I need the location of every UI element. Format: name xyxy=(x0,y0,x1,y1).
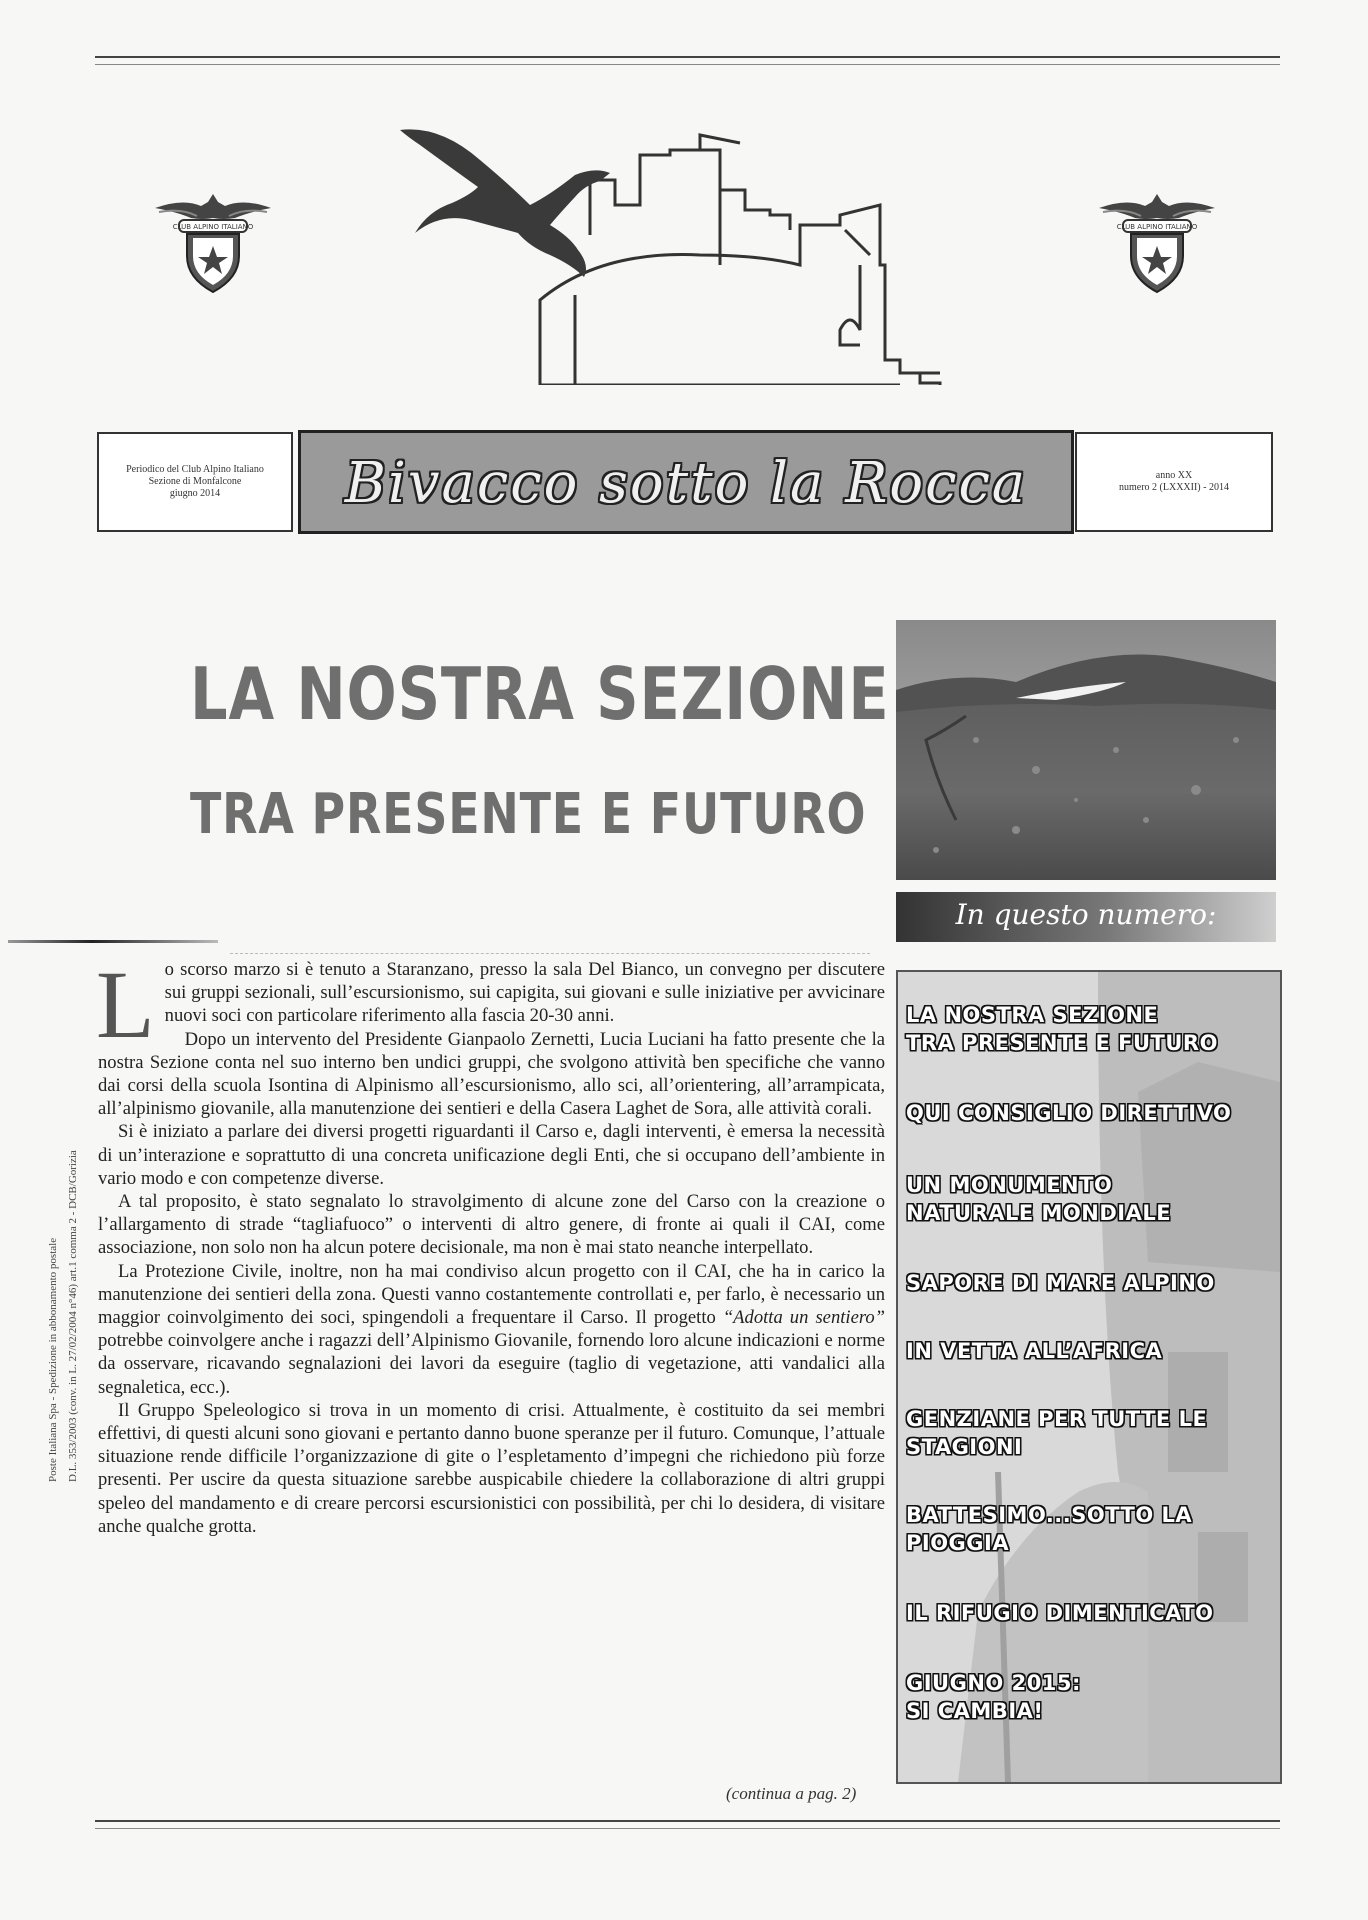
toc-item[interactable]: BATTESIMO...SOTTO LA xyxy=(906,1503,1193,1527)
svg-text:CLUB ALPINO ITALIANO: CLUB ALPINO ITALIANO xyxy=(1116,223,1198,231)
project-name: “Adotta un sentiero” xyxy=(722,1307,886,1329)
masthead xyxy=(298,430,1074,534)
article-paragraph xyxy=(96,951,885,1058)
postal-notice-line-2: D.L. 353/2003 (conv. in L. 27/02/2004 n°46) art.1 comma 2 - DCB/Gorizia xyxy=(67,1150,79,1482)
dashed-rule xyxy=(230,953,870,955)
article-paragraph: Il Gruppo Speleologico si trova in un momento di crisi. Attualmente, è costituito da sei membri effettivi, di questi alcuni sono giovani e pertanto danno buone speranze per il futuro. Comunque, l’attuale situazione rende difficile l’organizzazione di gite o l’espletamento d’impegni che richiedono più forze presenti. Per uscire da questa situazione sarebbe auspicabile chiedere la collaborazione di altri gruppi speleo del mandamento e di creare percorsi escursionistici con possibilità, per chi lo desidera, di visitare anche qualche grotta. xyxy=(98,1399,885,1537)
eagle-castle-logo xyxy=(400,115,1000,385)
paragraph-text: La Protezione Civile, inoltre, non ha mai condiviso alcun progetto con il CAI, che ha in carico la manutenzione dei sentieri della zona. Questi vanno costantemente controllati e, per farlo, è necessario un maggior coinvolgimento dei soci, spingendoli a frequentare il Carso. Il progetto xyxy=(98,1260,885,1329)
drop-cap: L xyxy=(96,951,155,1058)
mountain-photo xyxy=(896,620,1276,880)
postal-notice-line-1: Poste Italiana Spa - Spedizione in abbonamento postale xyxy=(47,1237,59,1482)
toc-item[interactable]: STAGIONI xyxy=(906,1435,1023,1459)
side-decor-rule xyxy=(8,940,218,943)
paragraph-text: potrebbe coinvolgere anche i ragazzi dell’Alpinismo Giovanile, fornendo loro alcune indicazioni e norme da osservare, ricavando segnalazioni dei lavori da eseguire (taglio di vegetazione, atti vandalici alla segnaletica, ecc.). xyxy=(98,1330,885,1398)
article-paragraph xyxy=(98,1260,885,1399)
toc-background-photo xyxy=(898,972,1280,1782)
in-this-issue-banner xyxy=(896,892,1276,942)
article-body xyxy=(96,951,886,1538)
toc-item[interactable]: SAPORE DI MARE ALPINO xyxy=(906,1271,1215,1295)
toc-item[interactable]: GENZIANE PER TUTTE LE xyxy=(906,1407,1208,1431)
toc-item[interactable]: UN MONUMENTO xyxy=(906,1173,1113,1197)
publisher-line: giugno 2014 xyxy=(169,488,221,499)
publisher-box xyxy=(97,432,293,532)
continued-link[interactable]: (continua a pag. 2) xyxy=(726,1784,857,1803)
table-of-contents xyxy=(896,970,1282,1784)
svg-text:CLUB ALPINO ITALIANO: CLUB ALPINO ITALIANO xyxy=(172,223,254,231)
toc-item[interactable]: QUI CONSIGLIO DIRETTIVO xyxy=(906,1101,1232,1125)
article-paragraph: Si è iniziato a parlare dei diversi progetti riguardanti il Carso e, dagli interventi, è emersa la necessità di un’interazione e soprattutto di una concreta unificazione degli Enti, che si occupano dell’ambiente in vario modo e con competenze diverse. xyxy=(98,1121,885,1189)
article-paragraph: Dopo un intervento del Presidente Gianpaolo Zernetti, Lucia Luciani ha fatto presente che la nostra Sezione conta nel suo interno ben undici gruppi, che svolgono attività ben specifiche che vanno dai corsi della scuola Isontina di Alpinismo all’escursionismo, allo sci, all’orientering, all’arrampicata, all’alpinismo giovanile, alla manutenzione dei sentieri e della Casera Laghet de Sora, alle attività corali. xyxy=(98,1028,885,1120)
article-paragraph: A tal proposito, è stato segnalato lo stravolgimento di alcune zone del Carso con la creazione o l’allargamento di strade “tagliafuoco” o interventi di altro genere, di fronte ai quali il CAI, come associazione, non solo non ha alcun potere decisionale, ma non è mai stato neanche interpellato. xyxy=(98,1191,885,1259)
toc-item[interactable]: PIOGGIA xyxy=(906,1531,1010,1555)
issue-line: anno XX xyxy=(1155,470,1193,481)
issue-line: numero 2 (LXXXII) - 2014 xyxy=(1119,482,1229,493)
toc-item[interactable]: LA NOSTRA SEZIONE xyxy=(906,1003,1159,1027)
paragraph-text: o scorso marzo si è tenuto a Staranzano, presso la sala Del Bianco, un convegno per discutere sui gruppi sezionali, sull’escursionismo, sui capigita, sui giovani e sulle iniziative per avvicinare nuovi soci con particolare riferimento alla fascia 20-30 anni. xyxy=(164,959,885,1027)
toc-item[interactable]: NATURALE MONDIALE xyxy=(906,1201,1172,1225)
bottom-rule xyxy=(95,1820,1280,1829)
in-this-issue-label: In questo numero: xyxy=(955,898,1217,931)
headline-line-2: TRA PRESENTE E FUTURO xyxy=(190,782,867,847)
cai-emblem-left xyxy=(153,190,273,295)
publisher-line: Periodico del Club Alpino Italiano xyxy=(126,464,264,475)
toc-item[interactable]: IL RIFUGIO DIMENTICATO xyxy=(906,1601,1214,1625)
toc-item[interactable]: IN VETTA ALL’AFRICA xyxy=(906,1339,1163,1363)
headline-line-1: LA NOSTRA SEZIONE xyxy=(190,652,890,736)
masthead-title: Bivacco sotto la Rocca xyxy=(344,451,1028,516)
toc-item[interactable]: GIUGNO 2015: xyxy=(906,1671,1081,1695)
issue-box xyxy=(1075,432,1273,532)
toc-item[interactable]: SI CAMBIA! xyxy=(906,1699,1044,1723)
top-rule xyxy=(95,56,1280,65)
cai-emblem-right xyxy=(1097,190,1217,295)
publisher-line: Sezione di Monfalcone xyxy=(148,476,242,487)
toc-item[interactable]: TRA PRESENTE E FUTURO xyxy=(906,1031,1218,1055)
